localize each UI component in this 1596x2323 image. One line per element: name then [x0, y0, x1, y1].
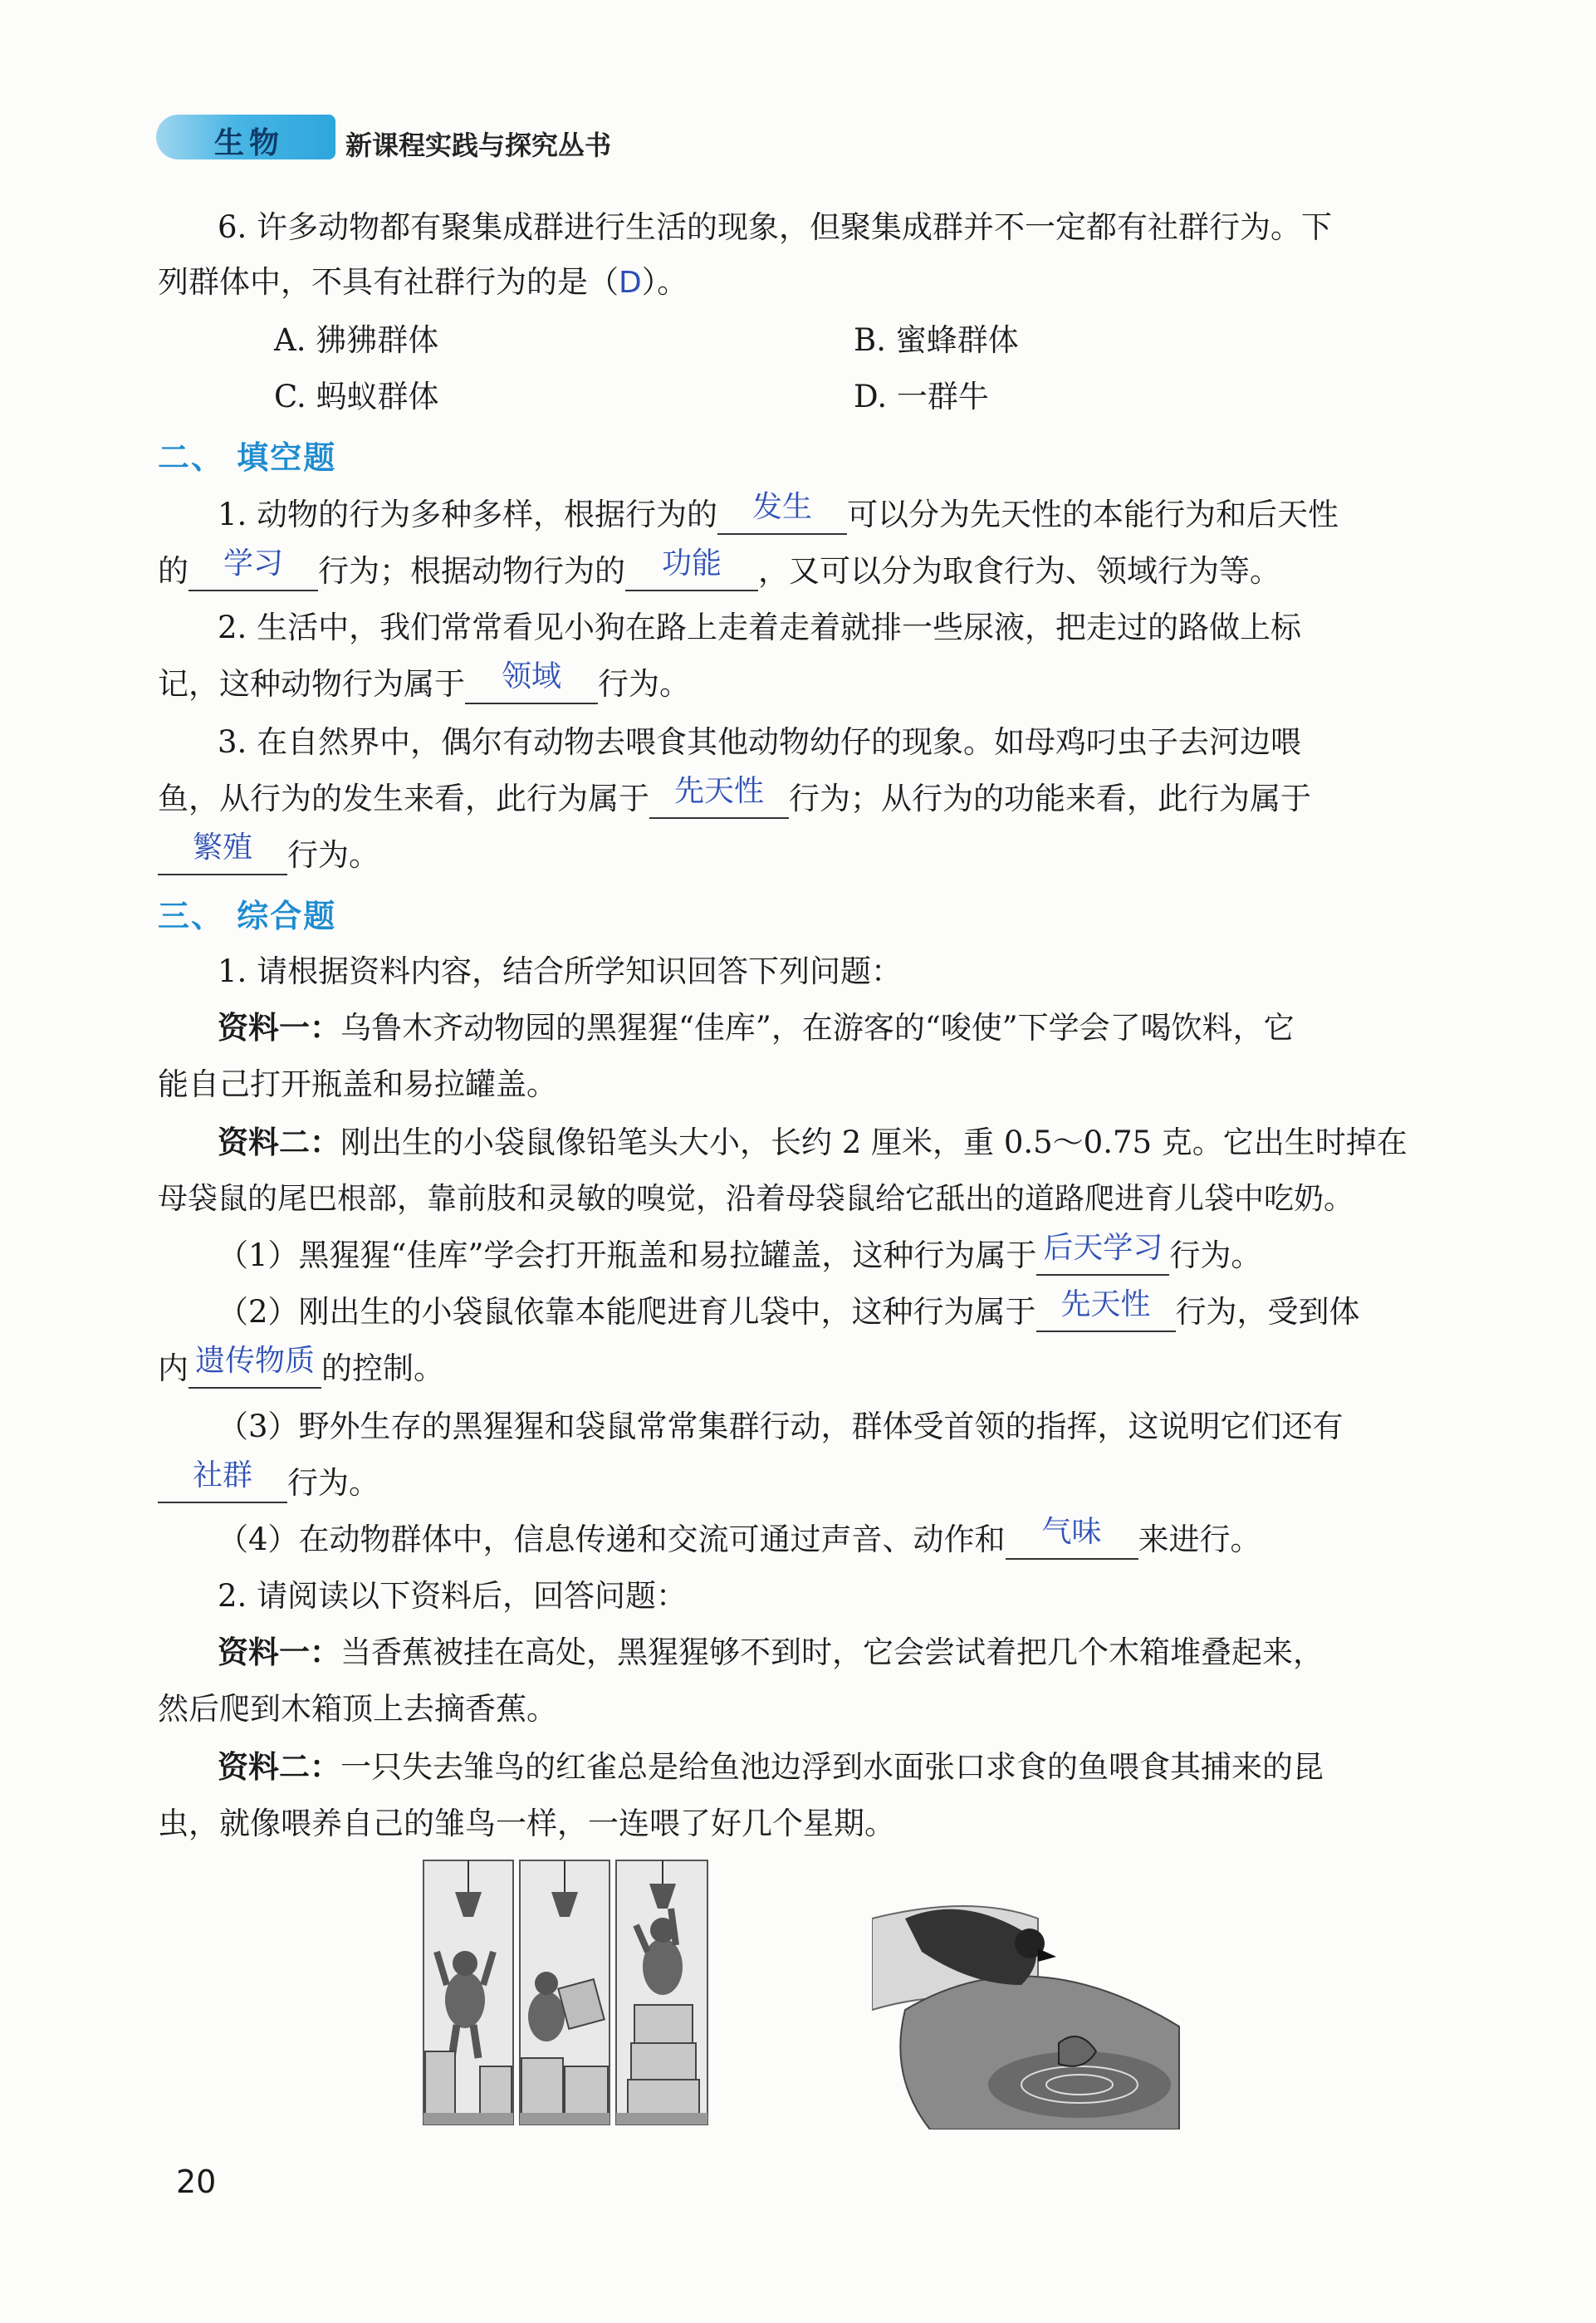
comp1-sub2-line1: （2）刚出生的小袋鼠依靠本能爬进育儿袋中，这种行为属于 先天性 行为，受到体: [218, 1292, 1513, 1332]
section2-title: 二、 填空题: [158, 439, 337, 476]
comp2-intro: 2. 请阅读以下资料后，回答问题：: [218, 1578, 688, 1614]
subject-badge: [156, 115, 335, 159]
comp1-intro: 1. 请根据资料内容，结合所学知识回答下列问题：: [218, 953, 903, 989]
comp1-material2-line2: 母袋鼠的尾巴根部，靠前肢和灵敏的嗅觉，沿着母袋鼠给它舐出的道路爬进育儿袋中吃奶。: [158, 1182, 1354, 1216]
comp1-sub4: （4）在动物群体中，信息传递和交流可通过声音、动作和 气味 来进行。: [218, 1520, 1513, 1560]
comp1-sub3-line1: （3）野外生存的黑猩猩和袋鼠常常集群行动，群体受首领的指挥，这说明它们还有: [218, 1409, 1344, 1444]
fill-q3-blank2: 繁殖: [158, 837, 287, 875]
q6-option-a: A. 狒狒群体: [274, 322, 439, 358]
fill-q2-blank: 领域: [465, 666, 598, 704]
page-header: [156, 115, 1596, 161]
fill-q3-blank1: 先天性: [649, 781, 789, 819]
comp1-sub2-line2: 内 遗传物质 的控制。: [158, 1349, 1453, 1389]
comp1-sub4-blank: 气味: [1006, 1522, 1138, 1560]
fill-q3-line1: 3. 在自然界中，偶尔有动物去喂食其他动物幼仔的现象。如母鸡叼虫子去河边喂: [218, 724, 1302, 760]
comp2-material1-line1: 资料一：当香蕉被挂在高处，黑猩猩够不到时，它会尝试着把几个木箱堆叠起来，: [218, 1634, 1324, 1670]
fill-q1-blank3: 功能: [625, 553, 758, 591]
chimpanzee-boxes-illustration: [422, 1859, 709, 2126]
q6-line1: 6. 许多动物都有聚集成群进行生活的现象，但聚集成群并不一定都有社群行为。下: [218, 209, 1333, 245]
section3-title: 三、 综合题: [158, 898, 337, 934]
fill-q1-line2: 的 学习 行为；根据动物行为的 功能 ，又可以分为取食行为、领域行为等。: [158, 551, 1453, 591]
panel-2: [520, 1860, 610, 2125]
q6-line2: 列群体中，不具有社群行为的是（D）。: [158, 264, 688, 300]
page-number: 20: [176, 2164, 217, 2200]
q6-option-d: D. 一群牛: [854, 379, 989, 414]
comp2-material2-line1: 资料二：一只失去雏鸟的红雀总是给鱼池边浮到水面张口求食的鱼喂食其捕来的昆: [218, 1749, 1324, 1785]
comp2-material2-line2: 虫，就像喂养自己的雏鸟一样，一连喂了好几个星期。: [158, 1806, 895, 1841]
comp1-sub1: （1）黑猩猩“佳库”学会打开瓶盖和易拉罐盖，这种行为属于 后天学习 行为。: [218, 1236, 1513, 1276]
q6-option-c: C. 蚂蚁群体: [274, 379, 439, 414]
q6-answer: D: [619, 266, 642, 300]
comp1-sub1-blank: 后天学习: [1036, 1237, 1169, 1276]
fill-q3-line2: 鱼，从行为的发生来看，此行为属于 先天性 行为；从行为的功能来看，此行为属于: [158, 779, 1453, 819]
comp1-sub2-blank1: 先天性: [1036, 1294, 1176, 1332]
series-title: 新课程实践与探究丛书: [345, 130, 612, 161]
q6-option-b: B. 蜜蜂群体: [854, 322, 1019, 358]
fill-q1-line1: 1. 动物的行为多种多样，根据行为的 发生 可以分为先天性的本能行为和后天性: [218, 495, 1513, 535]
fill-q1-blank1: 发生: [717, 497, 847, 535]
comp1-material1-line2: 能自己打开瓶盖和易拉罐盖。: [158, 1066, 557, 1102]
comp1-sub3-line2: 社群 行为。: [158, 1463, 1453, 1503]
bird-feeding-fish-illustration: [872, 1885, 1187, 2129]
comp1-material1-line1: 资料一：乌鲁木齐动物园的黑猩猩“佳库”，在游客的“唆使”下学会了喝饮料，它: [218, 1010, 1295, 1046]
subject-label: 生物: [214, 126, 285, 160]
comp1-material2-line1: 资料二：刚出生的小袋鼠像铅笔头大小，长约 2 厘米，重 0.5～0.75 克。它出生时掉在: [218, 1125, 1408, 1160]
fill-q3-line3: 繁殖 行为。: [158, 836, 1453, 875]
fill-q1-blank2: 学习: [188, 553, 318, 591]
fill-q2-line1: 2. 生活中，我们常常看见小狗在路上走着走着就排一些尿液，把走过的路做上标: [218, 610, 1302, 645]
comp2-material1-line2: 然后爬到木箱顶上去摘香蕉。: [158, 1691, 557, 1727]
panel-1: [423, 1860, 513, 2125]
comp1-sub2-blank2: 遗传物质: [188, 1350, 321, 1389]
comp1-sub3-blank: 社群: [158, 1465, 287, 1503]
fill-q2-line2: 记，这种动物行为属于 领域 行为。: [158, 664, 1453, 704]
panel-3: [616, 1860, 707, 2125]
